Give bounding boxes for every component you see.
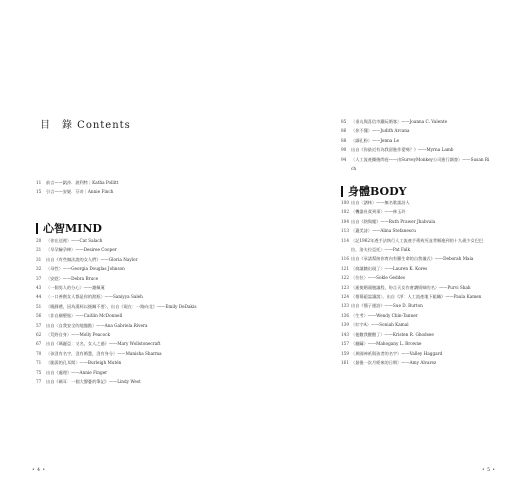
section-bar [36, 223, 38, 234]
toc-entry[interactable] [36, 339, 246, 348]
toc-entry[interactable] [36, 274, 246, 283]
mind-list [36, 236, 246, 387]
mind-list-continued [341, 117, 491, 173]
toc-entry[interactable] [341, 339, 491, 348]
toc-entry[interactable] [341, 126, 491, 135]
toc-entry[interactable] [341, 236, 491, 255]
entry-title: 出自〈自我安全的地盤點〉——Ana Gabriela Rivera [46, 322, 148, 328]
toc-entry[interactable] [341, 320, 491, 329]
toc-entry[interactable] [341, 301, 491, 310]
toc-entry[interactable] [341, 358, 491, 367]
toc-entry[interactable] [36, 358, 246, 367]
entry-title: 〈翻繭〉——Mahogany L. Browne [351, 341, 422, 347]
page-number-left: • 4 • [32, 468, 46, 473]
toc-entry[interactable] [341, 217, 491, 226]
entry-page-number: 43 [36, 285, 42, 291]
toc-entry[interactable] [341, 311, 491, 320]
toc-entry[interactable] [36, 302, 246, 311]
entry-page-number: 90 [341, 147, 347, 153]
entry-page-number: 85 [341, 119, 347, 124]
entry-page-number: 88 [341, 137, 347, 143]
entry-page-number: 94 [341, 156, 347, 162]
entry-page-number: 67 [36, 341, 42, 347]
toc-entry[interactable] [36, 178, 246, 187]
entry-title: 〈一口善創女人都是你的淚瓶〉——Saniyya Saleh [46, 294, 143, 300]
entry-page-number: 121 [341, 265, 349, 271]
entry-page-number: 57 [36, 322, 42, 328]
toc-entry[interactable] [341, 330, 491, 339]
entry-page-number: 86 [341, 128, 347, 134]
entry-title: 〈你在這裡〉——Cat Salach [46, 238, 103, 243]
toc-entry[interactable] [341, 283, 491, 292]
entry-page-number: 122 [341, 275, 349, 281]
toc-entry[interactable] [36, 330, 246, 339]
entry-title: 〈逝使婚頭胞議程，吩言天女作會讚情婦的名〉——Purvi Shah [351, 284, 471, 290]
toc-entry[interactable] [36, 245, 246, 254]
toc-entry[interactable] [341, 226, 491, 235]
toc-entry[interactable] [341, 117, 491, 126]
toc-entry[interactable] [341, 254, 491, 263]
entry-title: 出自《簡子運詩》——Sue D. Burton [351, 303, 423, 309]
entry-page-number: 32 [36, 266, 42, 272]
entry-page-number: 116 [341, 256, 349, 262]
toc-entry[interactable] [341, 136, 491, 145]
entry-title: 〈異國神祇與孩者的名字〉——Valley Haggard [351, 350, 443, 356]
toc-entry[interactable] [341, 349, 491, 358]
entry-title: 出自《有些無法說的女人們》——Gloria Naylor [46, 256, 138, 262]
right-page [260, 0, 520, 500]
entry-title: 〈措幕絕認讓說〉，出自《淨：人工流產地下組織》——Paula Kamen [351, 294, 482, 300]
toc-entry[interactable] [341, 207, 491, 216]
entry-page-number: 51 [36, 303, 42, 309]
entry-page-number: 31 [36, 256, 42, 262]
toc-entry[interactable] [36, 283, 246, 292]
section-bar [341, 186, 343, 197]
toc-entry[interactable] [36, 292, 246, 301]
entry-page-number: 143 [341, 331, 349, 337]
body-list [341, 198, 491, 367]
toc-entry[interactable] [36, 377, 246, 386]
entry-page-number: 71 [36, 360, 42, 366]
toc-entry[interactable] [36, 255, 246, 264]
entry-page-number: 44 [36, 294, 42, 300]
entry-title: 〈紅字A〉——Soniah Kamal [351, 322, 409, 328]
section-label: 身體BODY [348, 185, 407, 198]
entry-page-number: 157 [341, 341, 349, 347]
section-label: 心智MIND [43, 222, 102, 235]
entry-title: 出自《你最近有為我留進作愛嗎？》——Myrna Lamb [351, 147, 454, 153]
toc-entry[interactable] [36, 368, 246, 377]
entry-title: 〈他數我醒醒了〉——Kristen R. Ghodsee [351, 331, 434, 337]
toc-entry[interactable] [341, 145, 491, 154]
entry-page-number: 124 [341, 294, 349, 300]
entry-page-number: 75 [36, 369, 42, 375]
entry-title: 〈早孕驗孕棒〉——Desiree Cooper [46, 247, 117, 253]
entry-title: 〈人工流產撕後問卷——由SurveyMonkey公司進行調查〉——Susan Rich [351, 156, 490, 172]
toc-entry[interactable] [341, 264, 491, 273]
toc-entry[interactable] [341, 292, 491, 301]
entry-page-number: 104 [341, 218, 349, 224]
entry-page-number: 37 [36, 275, 42, 281]
entry-title: 〈細孔粉〉——Jenna Le [351, 137, 399, 143]
entry-title: 〈生考〉——Wendy Chin-Tanner [351, 312, 418, 318]
entry-page-number: 21 [36, 247, 42, 253]
entry-page-number: 70 [36, 350, 42, 356]
entry-title: 出自〈譜林〉——無名歌謠詩人 [351, 200, 410, 205]
entry-page-number: 77 [36, 379, 42, 385]
entry-page-number: 136 [341, 312, 349, 318]
entry-page-number: 11 [36, 180, 42, 185]
entry-title: 〈非自願墮胎〉——Caitlin McDonnell [46, 313, 123, 319]
entry-title: 〈商議隨出現了〉——Lauren K. Kores [351, 265, 428, 271]
entry-title: 〈你不懂〉——Judith Arcana [351, 128, 410, 134]
entry-title: 出自《承諾幫接你育內有羅生命的自我儀式》——Deborah Maia [351, 256, 474, 262]
entry-title: 〈垂丸與喜信市鐵玩婚客〉——Joanna C. Valente [351, 119, 448, 124]
toc-entry[interactable] [36, 321, 246, 330]
toc-entry[interactable] [36, 187, 246, 196]
entry-page-number: 139 [341, 322, 349, 328]
entry-title: 〈遺美詩〉——Alina Stefanescu [351, 228, 416, 234]
entry-page-number: 159 [341, 350, 349, 356]
toc-entry[interactable] [36, 264, 246, 273]
entry-page-number: 114 [341, 237, 349, 243]
entry-page-number: 133 [341, 303, 349, 309]
entry-page-number: 62 [36, 332, 42, 338]
entry-page-number: 56 [36, 313, 42, 319]
entry-title: 〈記1962年透手法執行人工流產手術致死並背縣進到的十九歲少女巴巴拉，洛夫拉亞托〉——Pat Falk [351, 237, 484, 253]
entry-title: 〈荒野自身〉——Molly Peacock [46, 332, 111, 338]
entry-title: 引言——安妮．芬奇｜Annie Finch [46, 189, 114, 195]
page-number-right: • 5 • [482, 468, 496, 473]
toc-entry[interactable] [341, 198, 491, 207]
entry-page-number: 123 [341, 284, 349, 290]
entry-title: 前言——凱莎．波利特｜Katha Pollitt [46, 180, 119, 185]
entry-title: 〈安慰〉——Debra Bruce [46, 275, 99, 281]
entry-title: 〈位拉〉——Sokle Geddes [351, 275, 406, 281]
entry-title: 〈脆弱的孔耳間〉——Burleigh Mutén [46, 360, 122, 366]
toc-entry[interactable] [341, 155, 491, 174]
toc-entry[interactable] [36, 349, 246, 358]
section-heading-body [341, 183, 406, 199]
toc-entry[interactable] [36, 236, 246, 245]
entry-title: 〈曉靜禮，因為漢柯以後關不要〉，出自《現在：一路向北》——Emily DeDakis [46, 303, 197, 309]
entry-title: 〈孩沒有名字，沒有婚慧，沒有身分〉——Manisha Sharma [46, 350, 162, 356]
section-heading-mind [36, 220, 102, 236]
entry-title: 〈一個男人的分心〉——謝佩蓮 [46, 285, 105, 291]
entry-page-number: 102 [341, 209, 349, 215]
entry-title: 出自《處理》——Annie Finger [46, 369, 108, 375]
entry-title: 出自《熱與塵》——Ruth Prawer Jhabvala [351, 218, 436, 224]
entry-title: 出自《碼耳：一個大聲憂的筆記》——Lindy West [46, 379, 141, 385]
entry-title: 〈最後一次月經來的日期〉——Amy Alvarez [351, 359, 437, 365]
entry-page-number: 100 [341, 200, 349, 205]
toc-entry[interactable] [36, 311, 246, 320]
toc-entry[interactable] [341, 273, 491, 282]
entry-page-number: 113 [341, 228, 349, 234]
entry-page-number: 161 [341, 359, 349, 365]
entry-page-number: 15 [36, 189, 42, 195]
entry-title: 出自《瑪麗亞：又名，女人之過》——Mary Wollstonecraft [46, 341, 161, 347]
entry-title: 〈母性〉——Georgia Douglas Johnson [46, 266, 125, 272]
preface-list [36, 178, 246, 197]
entry-title: 〈機器負責到事〉——林玉玲 [351, 209, 406, 215]
toc-title: 目 錄 Contents [40, 120, 131, 131]
entry-page-number: 20 [36, 238, 42, 243]
